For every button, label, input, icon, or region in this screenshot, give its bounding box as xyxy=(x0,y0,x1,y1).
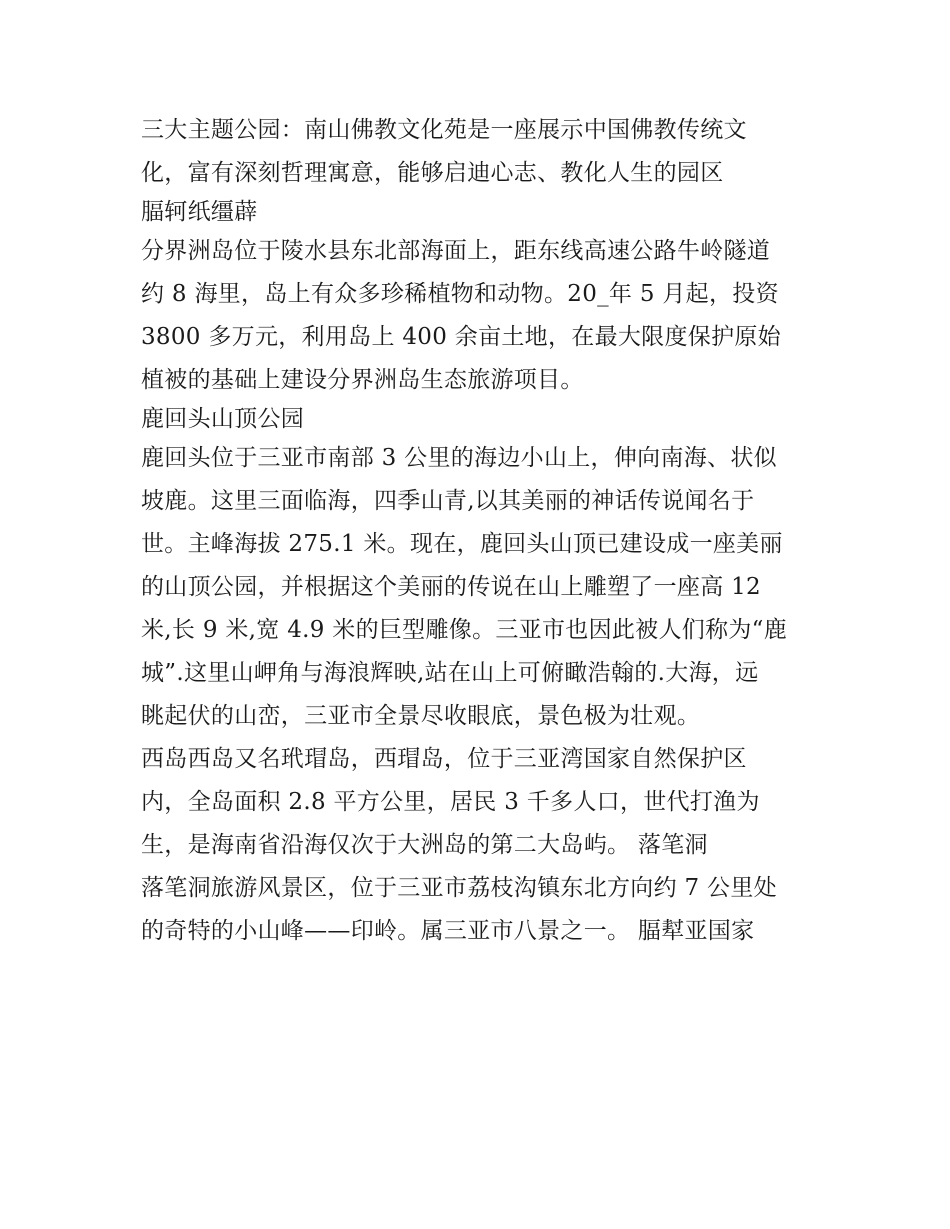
text-line: 世。主峰海拔 275.1 米。现在，鹿回头山顶已建设成一座美丽 xyxy=(141,531,783,557)
text-line: 西岛西岛又名玳瑁岛，西瑁岛，位于三亚湾国家自然保护区 xyxy=(141,746,747,772)
text-line: 坡鹿。这里三面临海，四季山青,以其美丽的神话传说闻名于 xyxy=(141,488,755,514)
section-heading: 鹿回头山顶公园 xyxy=(141,406,305,432)
text-line: 化，富有深刻哲理寓意，能够启迪心志、教化人生的园区 xyxy=(141,160,724,186)
text-line: 眺起伏的山峦，三亚市全景尽收眼底，景色极为壮观。 xyxy=(141,703,701,729)
text-line: 分界洲岛位于陵水县东北部海面上，距东线高速公路牛岭隧道 xyxy=(141,238,771,264)
text-line: 的山顶公园，并根据这个美丽的传说在山上雕塑了一座高 12 xyxy=(141,574,761,600)
text-line: 的奇特的小山峰——印岭。属三亚市八景之一。 腷犎亚国家 xyxy=(141,918,755,944)
document-body xyxy=(141,109,821,953)
text-line: 生，是海南省沿海仅次于大洲岛的第二大岛屿。 落笔洞 xyxy=(141,832,708,858)
text-line: 米,长 9 米,宽 4.9 米的巨型雕像。三亚市也因此被人们称为“鹿 xyxy=(141,617,788,643)
text-line: 约 8 海里，岛上有众多珍稀植物和动物。20_年 5 月起，投资 xyxy=(141,281,779,307)
text-line: 内，全岛面积 2.8 平方公里，居民 3 千多人口，世代打渔为 xyxy=(141,789,760,815)
text-line: 植被的基础上建设分界洲岛生态旅游项目。 xyxy=(141,367,584,393)
text-line: 城”.这里山岬角与海浪辉映,站在山上可俯瞰浩翰的.大海，远 xyxy=(141,660,759,686)
text-line: 鹿回头位于三亚市南部 3 公里的海边小山上，伸向南海、状似 xyxy=(141,445,777,471)
text-line: 落笔洞旅游风景区，位于三亚市荔枝沟镇东北方向约 7 公里处 xyxy=(141,875,777,901)
text-line: 三大主题公园：南山佛教文化苑是一座展示中国佛教传统文 xyxy=(141,117,747,143)
section-heading: 腷轲纸缰薜 xyxy=(141,199,258,225)
text-line: 3800 多万元，利用岛上 400 余亩土地，在最大限度保护原始 xyxy=(141,324,781,350)
